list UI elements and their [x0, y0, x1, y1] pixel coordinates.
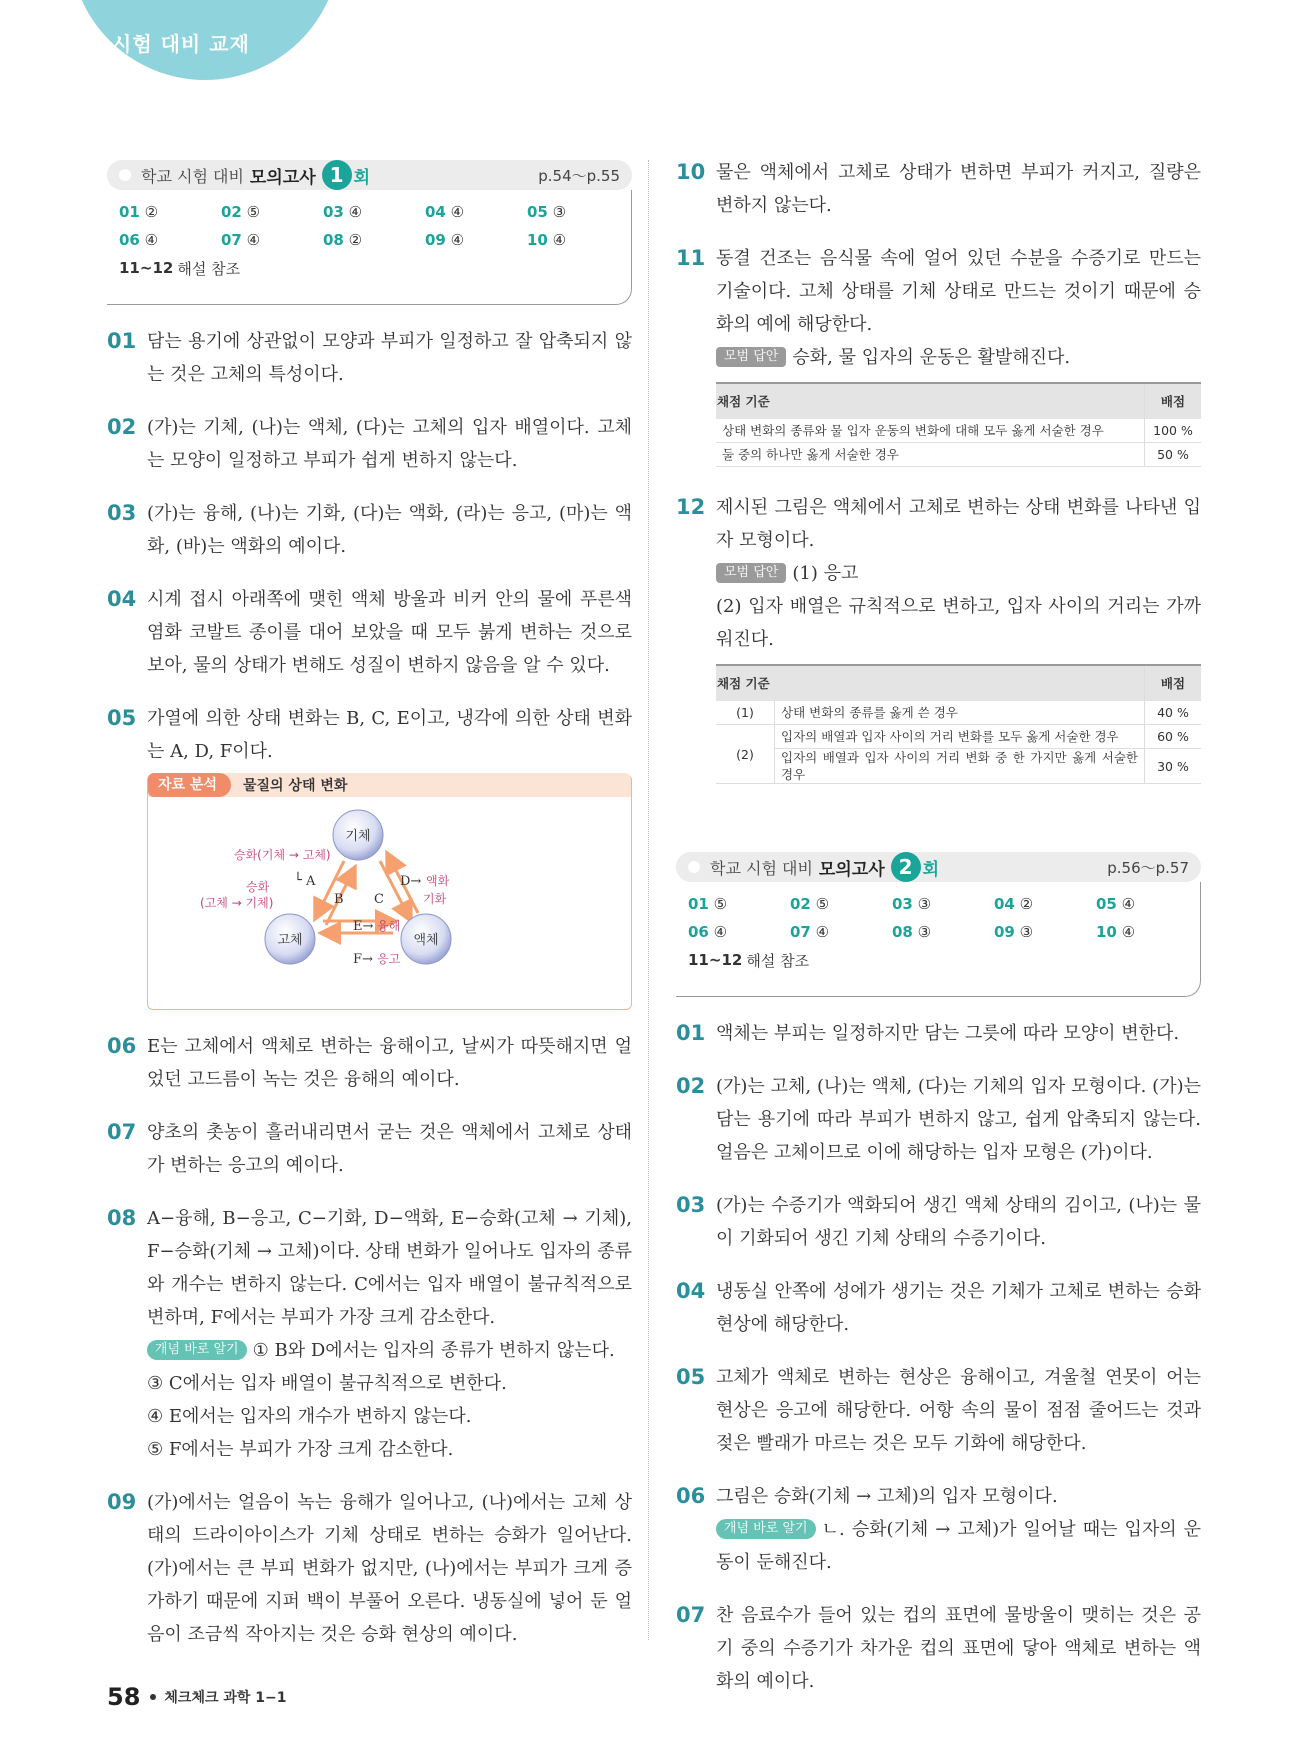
- answer-item: 09 ④: [425, 231, 465, 249]
- answer-item: 02 ⑤: [221, 203, 261, 221]
- label-e: E→: [353, 919, 374, 934]
- arrow-a: [316, 861, 344, 917]
- exam2-number: 2: [891, 852, 921, 882]
- explanation-item: 08 A−융해, B−응고, C−기화, D−액화, E−승화(고체 → 기체), F−승화(기체 → 고체)이다. 상태 변화가 일어나도 입자의 종류와 개수는 변하지 않는다. C에서는 입자 배열이 불규칙적으로 변하며, F에서는 부피가 가장 크게 감소한다. 개념 바로 알기 ① B와 D에서는 입자의 종류가 변하지 않는다. ③ C에서는 입자 배열이 불규칙적으로 변한다. ④ E에서는 입자의 개수가 변하지 않는다. ⑤ F에서는 부피가 가장 크게 감소한다.: [107, 1206, 633, 1460]
- model-answer-badge: 모범 답안: [716, 563, 786, 583]
- explanation-item: 04 냉동실 안쪽에 성에가 생기는 것은 기체가 고체로 변하는 승화 현상에 해당한다.: [676, 1279, 1201, 1335]
- label-e1: 융해: [377, 919, 401, 933]
- exam2-title-prefix: 학교 시험 대비: [710, 858, 813, 878]
- explanation-item: 09 (가)에서는 얼음이 녹는 융해가 일어나고, (나)에서는 고체 상태의 드라이아이스가 기체 상태로 변하는 승화가 일어난다. (가)에서는 큰 부피 변화가 없지만, (나)에서는 부피가 크게 증가하기 때문에 지퍼 백이 부풀어 오른다. 냉동실에 넣어 둔 얼음이 조금씩 작아지는 것은 승화 현상의 예이다.: [107, 1490, 632, 1645]
- exam2-header: [676, 852, 1201, 882]
- answer-item: 03 ④: [323, 203, 363, 221]
- page-footer: [107, 1683, 287, 1711]
- exam2-suffix: 회: [922, 859, 940, 880]
- explanation-item: 04 시계 접시 아래쪽에 맺힌 액체 방울과 비커 안의 물에 푸른색 염화 코발트 종이를 대어 보았을 때 모두 붉게 변하는 것으로 보아, 물의 상태가 변해도 성질이 변하지 않음을 알 수 있다.: [107, 587, 632, 676]
- answer-item: 04 ②: [994, 895, 1034, 913]
- left-column: [107, 160, 632, 1651]
- explanation-item: 01 담는 용기에 상관없이 모양과 부피가 일정하고 잘 압축되지 않는 것은 고체의 특성이다.: [107, 329, 632, 385]
- model-answer-badge: 모범 답안: [716, 347, 786, 367]
- diagram-title: 물질의 상태 변화: [242, 778, 348, 794]
- book-title: 체크체크 과학 1−1: [164, 1690, 287, 1706]
- answer-item: 04 ④: [425, 203, 465, 221]
- answer-item: 03 ③: [892, 895, 932, 913]
- concept-badge: 개념 바로 알기: [147, 1340, 247, 1360]
- answer-item: 07 ④: [790, 923, 830, 941]
- exam1-title-prefix: 학교 시험 대비: [141, 166, 244, 186]
- answer-row: [119, 226, 631, 254]
- explanation-item: 11 동결 건조는 음식물 속에 얼어 있던 수분을 수증기로 만드는 기술이다. 고체 상태를 기체 상태로 만드는 것이기 때문에 승화의 예에 해당한다. 모범 답안 승화, 물 입자의 운동은 활발해진다. 채점 기준 배점 상태 변화의 종류와 물 입자 운동의 변화에 대해 모두 옳게 서술한 경우 100 % 둘 중의 하나만 옳게 서술한 경우 50 %: [676, 242, 1201, 471]
- answer-row: [688, 890, 1200, 918]
- exam1-suffix: 회: [353, 167, 371, 188]
- label-a-bracket: └: [294, 873, 302, 888]
- answer-item: 05 ③: [527, 203, 567, 221]
- label-a1: 승화(기체 → 고체): [234, 848, 331, 862]
- answer-item: 02 ⑤: [790, 895, 830, 913]
- explanation-item: 06 E는 고체에서 액체로 변하는 융해이고, 날씨가 따뜻해지면 얼었던 고드름이 녹는 것은 융해의 예이다.: [107, 1034, 632, 1090]
- answer-item: 10 ④: [527, 231, 567, 249]
- corner-label: 시험 대비 교재: [112, 32, 250, 56]
- grading-table: 채점 기준 배점 상태 변화의 종류와 물 입자 운동의 변화에 대해 모두 옳게 서술한 경우 100 % 둘 중의 하나만 옳게 서술한 경우 50 %: [716, 382, 1201, 467]
- explanation-item: 07 양초의 촛농이 흘러내리면서 굳는 것은 액체에서 고체로 상태가 변하는 응고의 예이다.: [107, 1120, 632, 1176]
- bullet-icon: [150, 1694, 156, 1700]
- label-d1: 액화: [426, 874, 450, 888]
- answer-item: 08 ③: [892, 923, 932, 941]
- explanation-item: 02 (가)는 기체, (나)는 액체, (다)는 고체의 입자 배열이다. 고체는 모양이 일정하고 부피가 쉽게 변하지 않는다.: [107, 415, 632, 471]
- diagram-header: [148, 773, 631, 797]
- label-c1: 기화: [423, 892, 447, 906]
- label-b2: (고체 → 기체): [200, 896, 274, 910]
- right-column: [676, 160, 1201, 1698]
- exam1-header: [107, 160, 632, 190]
- gas-label: 기체: [345, 829, 371, 844]
- label-d: D→: [400, 874, 422, 889]
- answer-item: 09 ③: [994, 923, 1034, 941]
- exam1-answers: [107, 190, 632, 305]
- diagram-figure: [148, 799, 631, 1007]
- explanation-item: 02 (가)는 고체, (나)는 액체, (다)는 기체의 입자 모형이다. (가)는 담는 용기에 따라 부피가 변하지 않고, 쉽게 압축되지 않는다. 얼음은 고체이므로 이에 해당하는 입자 모형은 (가)이다.: [676, 1074, 1201, 1163]
- answer-item: 01 ②: [119, 203, 159, 221]
- answer-item: 06 ④: [119, 231, 159, 249]
- answer-note: 11~12 해설 참조: [688, 951, 810, 970]
- answer-item: 08 ②: [323, 231, 363, 249]
- exam2-title-main: 모의고사: [818, 859, 885, 880]
- bullet-icon: [119, 169, 131, 181]
- label-a: A: [306, 874, 316, 889]
- exam1-title-main: 모의고사: [249, 167, 316, 188]
- explanation-item: 05 가열에 의한 상태 변화는 B, C, E이고, 냉각에 의한 상태 변화는 A, D, F이다.: [107, 706, 632, 762]
- label-b: B: [334, 892, 344, 907]
- diagram-tag: 자료 분석: [148, 773, 231, 797]
- answer-item: 05 ④: [1096, 895, 1136, 913]
- exam2-pages: p.56～p.57: [1107, 858, 1189, 877]
- answer-row: [119, 198, 631, 226]
- explanation-item: 10 물은 액체에서 고체로 상태가 변하면 부피가 커지고, 질량은 변하지 않는다.: [676, 160, 1201, 216]
- explanation-item: 03 (가)는 수증기가 액화되어 생긴 액체 상태의 김이고, (나)는 물이 기화되어 생긴 기체 상태의 수증기이다.: [676, 1193, 1201, 1249]
- answer-note: 11~12 해설 참조: [119, 259, 241, 278]
- exam1-number: 1: [322, 160, 352, 190]
- bullet-icon: [688, 861, 700, 873]
- label-b1: 승화: [246, 880, 270, 894]
- answer-item: 07 ④: [221, 231, 261, 249]
- grading-table: 채점 기준 배점 (1) 상태 변화의 종류를 옳게 쓴 경우 40 % (2) 입자의 배열과 입자 사이의 거리 변화를 모두 옳게 서술한 경우 60 % 입자의 배열과 입자 사이의 거리 변화 중 한 가지만 옳게 서술한 경우 30 %: [716, 664, 1201, 784]
- label-f1: 응고: [377, 952, 401, 966]
- label-f: F→: [353, 952, 373, 967]
- answer-row: [688, 918, 1200, 946]
- liquid-label: 액체: [413, 933, 439, 948]
- answer-item: 01 ⑤: [688, 895, 728, 913]
- page-number: 58: [107, 1683, 141, 1711]
- explanation-item: 05 고체가 액체로 변하는 현상은 융해이고, 겨울철 연못이 어는 현상은 응고에 해당한다. 어항 속의 물이 점점 줄어드는 것과 젖은 빨래가 마르는 것은 모두 기화에 해당한다.: [676, 1365, 1201, 1454]
- explanation-item: 01 액체는 부피는 일정하지만 담는 그릇에 따라 모양이 변한다.: [676, 1021, 1180, 1045]
- exam2-answers: [676, 882, 1201, 997]
- concept-badge: 개념 바로 알기: [716, 1519, 816, 1539]
- label-c: C: [374, 892, 384, 907]
- explanation-item: 03 (가)는 융해, (나)는 기화, (다)는 액화, (라)는 응고, (마)는 액화, (바)는 액화의 예이다.: [107, 501, 632, 557]
- explanation-item: 12 제시된 그림은 액체에서 고체로 변하는 상태 변화를 나타낸 입자 모형이다. 모범 답안 (1) 응고 (2) 입자 배열은 규칙적으로 변하고, 입자 사이의 거리는 가까워진다. 채점 기준 배점 (1) 상태 변화의 종류를 옳게 쓴 경우 40 % (2) 입자의 배열과 입자 사이의 거리 변화를 모두 옳게 서술한 경우 60 % 입자의 배열과 입자 사이의 거리 변화 중 한 가지만 옳게 서술한 경우 30 %: [676, 495, 1201, 782]
- explanation-item: 06 그림은 승화(기체 → 고체)의 입자 모형이다. 개념 바로 알기 ㄴ. 승화(기체 → 고체)가 일어날 때는 입자의 운동이 둔해진다.: [676, 1484, 1201, 1573]
- exam1-pages: p.54～p.55: [538, 166, 620, 185]
- state-change-diagram: [147, 774, 632, 1010]
- answer-item: 06 ④: [688, 923, 728, 941]
- column-divider: [648, 160, 649, 1640]
- answer-item: 10 ④: [1096, 923, 1136, 941]
- explanation-item: 07 찬 음료수가 들어 있는 컵의 표면에 물방울이 맺히는 것은 공기 중의 수증기가 차가운 컵의 표면에 닿아 액체로 변하는 액화의 예이다.: [676, 1603, 1201, 1692]
- solid-label: 고체: [277, 933, 303, 948]
